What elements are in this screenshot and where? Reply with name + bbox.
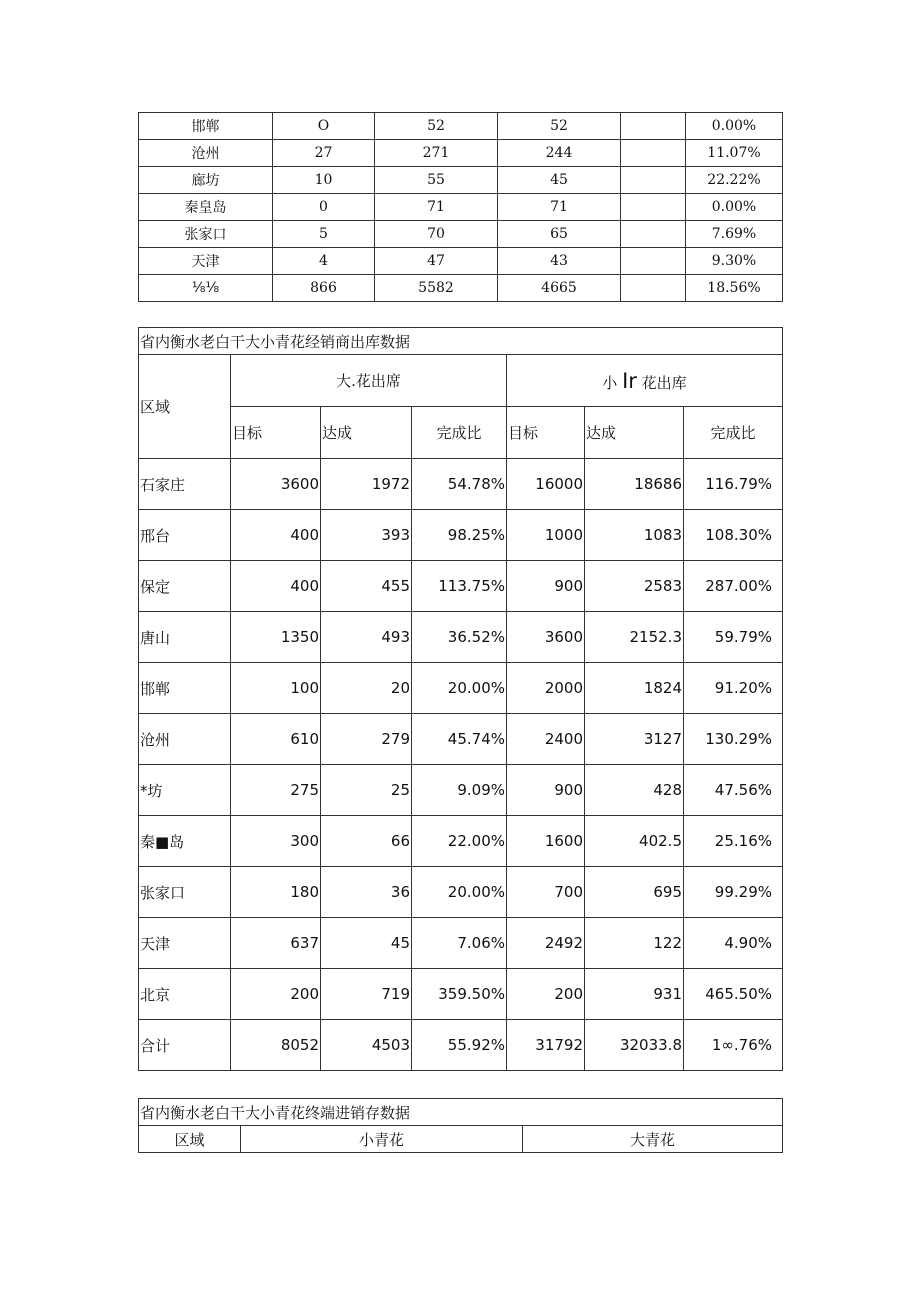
- small-target-cell: 2400: [507, 714, 585, 765]
- big-group-header: 大.花出席: [231, 355, 507, 407]
- region-cell: 邯郸: [139, 663, 231, 714]
- region-cell: 秦■岛: [139, 816, 231, 867]
- table-row: [139, 248, 783, 275]
- small-done-cell: 695: [585, 867, 684, 918]
- small-done-cell: 402.5: [585, 816, 684, 867]
- value-cell: O: [273, 113, 375, 140]
- big-done-cell: 36: [321, 867, 412, 918]
- big-ratio-cell: 20.00%: [412, 663, 507, 714]
- small-ratio-cell: 59.79%: [684, 612, 783, 663]
- value-cell: 71: [498, 194, 621, 221]
- big-done-cell: 4503: [321, 1020, 412, 1071]
- table-row: [139, 140, 783, 167]
- small-done-cell: 1083: [585, 510, 684, 561]
- region-cell: 廊坊: [139, 167, 273, 194]
- value-cell: 7.69%: [686, 221, 783, 248]
- region-cell: ⅛⅛: [139, 275, 273, 302]
- small-target-cell: 2000: [507, 663, 585, 714]
- table-row: [139, 969, 783, 1020]
- big-target-cell: 400: [231, 510, 321, 561]
- table-row: [139, 918, 783, 969]
- big-done-cell: 455: [321, 561, 412, 612]
- big-ratio-cell: 45.74%: [412, 714, 507, 765]
- small-ratio-cell: 465.50%: [684, 969, 783, 1020]
- big-done-cell: 45: [321, 918, 412, 969]
- small-ratio-cell: 108.30%: [684, 510, 783, 561]
- small-done-cell: 2583: [585, 561, 684, 612]
- small-target-cell: 31792: [507, 1020, 585, 1071]
- small-ratio-cell: 25.16%: [684, 816, 783, 867]
- small-target-cell: 1000: [507, 510, 585, 561]
- value-cell: 52: [498, 113, 621, 140]
- region-cell: 沧州: [139, 714, 231, 765]
- value-cell: [621, 113, 686, 140]
- table-row: [139, 167, 783, 194]
- small-done-cell: 428: [585, 765, 684, 816]
- value-cell: 55: [375, 167, 498, 194]
- value-cell: [621, 140, 686, 167]
- value-cell: 18.56%: [686, 275, 783, 302]
- small-ratio-cell: 116.79%: [684, 459, 783, 510]
- big-ratio-cell: 98.25%: [412, 510, 507, 561]
- value-cell: 271: [375, 140, 498, 167]
- big-target-cell: 100: [231, 663, 321, 714]
- value-cell: 0: [273, 194, 375, 221]
- small-ratio-cell: 4.90%: [684, 918, 783, 969]
- value-cell: 4665: [498, 275, 621, 302]
- small-done-cell: 18686: [585, 459, 684, 510]
- distributor-outbound-table: [138, 327, 783, 1071]
- region-cell: 石家庄: [139, 459, 231, 510]
- table-row: [139, 510, 783, 561]
- small-target-cell: 900: [507, 765, 585, 816]
- region-cell: 沧州: [139, 140, 273, 167]
- value-cell: 5582: [375, 275, 498, 302]
- table-row: [139, 816, 783, 867]
- table-title: 省内衡水老白干大小青花经销商出库数据: [139, 328, 783, 355]
- region-cell: 邯郸: [139, 113, 273, 140]
- value-cell: 4: [273, 248, 375, 275]
- region-cell: 合计: [139, 1020, 231, 1071]
- small-group-header: 小 Ir 花出库: [507, 355, 783, 407]
- small-done-cell: 2152.3: [585, 612, 684, 663]
- big-target-cell: 637: [231, 918, 321, 969]
- big-ratio-cell: 22.00%: [412, 816, 507, 867]
- big-target-cell: 3600: [231, 459, 321, 510]
- table-row: [139, 867, 783, 918]
- small-target-cell: 2492: [507, 918, 585, 969]
- big-ratio-cell: 20.00%: [412, 867, 507, 918]
- big-target-cell: 180: [231, 867, 321, 918]
- big-target-cell: 200: [231, 969, 321, 1020]
- value-cell: 52: [375, 113, 498, 140]
- small-ratio-cell: 287.00%: [684, 561, 783, 612]
- value-cell: 47: [375, 248, 498, 275]
- big-done-cell: 20: [321, 663, 412, 714]
- small-done-cell: 122: [585, 918, 684, 969]
- big-done-cell: 66: [321, 816, 412, 867]
- value-cell: 0.00%: [686, 194, 783, 221]
- big-ratio-cell: 7.06%: [412, 918, 507, 969]
- table-row: [139, 561, 783, 612]
- small-ratio-header: 完成比: [684, 407, 783, 459]
- small-target-cell: 200: [507, 969, 585, 1020]
- big-header: 大青花: [523, 1126, 783, 1153]
- value-cell: [621, 248, 686, 275]
- value-cell: 10: [273, 167, 375, 194]
- region-header: 区域: [139, 355, 231, 459]
- table-row: [139, 612, 783, 663]
- small-ratio-cell: 47.56%: [684, 765, 783, 816]
- value-cell: 0.00%: [686, 113, 783, 140]
- small-done-header: 达成: [585, 407, 684, 459]
- value-cell: 65: [498, 221, 621, 248]
- table-row: [139, 194, 783, 221]
- region-cell: 天津: [139, 248, 273, 275]
- value-cell: 866: [273, 275, 375, 302]
- table-row: [139, 113, 783, 140]
- region-header: 区域: [139, 1126, 241, 1153]
- big-ratio-cell: 36.52%: [412, 612, 507, 663]
- big-target-header: 目标: [231, 407, 321, 459]
- small-target-cell: 900: [507, 561, 585, 612]
- table-title: 省内衡水老白干大小青花终端进销存数据: [139, 1099, 783, 1126]
- region-cell: 北京: [139, 969, 231, 1020]
- small-done-cell: 32033.8: [585, 1020, 684, 1071]
- value-cell: [621, 167, 686, 194]
- region-cell: 张家口: [139, 867, 231, 918]
- region-cell: 邢台: [139, 510, 231, 561]
- value-cell: [621, 221, 686, 248]
- big-done-cell: 719: [321, 969, 412, 1020]
- small-done-cell: 931: [585, 969, 684, 1020]
- value-cell: [621, 275, 686, 302]
- big-target-cell: 275: [231, 765, 321, 816]
- big-ratio-cell: 359.50%: [412, 969, 507, 1020]
- value-cell: 11.07%: [686, 140, 783, 167]
- value-cell: 9.30%: [686, 248, 783, 275]
- small-ratio-cell: 91.20%: [684, 663, 783, 714]
- big-done-cell: 393: [321, 510, 412, 561]
- small-done-cell: 3127: [585, 714, 684, 765]
- big-done-cell: 279: [321, 714, 412, 765]
- big-ratio-cell: 113.75%: [412, 561, 507, 612]
- small-header: 小青花: [241, 1126, 523, 1153]
- region-cell: *坊: [139, 765, 231, 816]
- value-cell: 43: [498, 248, 621, 275]
- small-ratio-cell: 130.29%: [684, 714, 783, 765]
- value-cell: 22.22%: [686, 167, 783, 194]
- big-target-cell: 1350: [231, 612, 321, 663]
- big-ratio-cell: 55.92%: [412, 1020, 507, 1071]
- big-target-cell: 8052: [231, 1020, 321, 1071]
- big-done-header: 达成: [321, 407, 412, 459]
- small-ratio-cell: 1∞.76%: [684, 1020, 783, 1071]
- region-cell: 天津: [139, 918, 231, 969]
- table-row: [139, 459, 783, 510]
- big-target-cell: 300: [231, 816, 321, 867]
- small-target-cell: 16000: [507, 459, 585, 510]
- big-target-cell: 610: [231, 714, 321, 765]
- terminal-inventory-table: [138, 1098, 783, 1153]
- table-row: [139, 663, 783, 714]
- small-target-cell: 3600: [507, 612, 585, 663]
- value-cell: 244: [498, 140, 621, 167]
- region-cell: 保定: [139, 561, 231, 612]
- small-ratio-cell: 99.29%: [684, 867, 783, 918]
- summary-continuation-table: [138, 112, 783, 302]
- value-cell: 27: [273, 140, 375, 167]
- table-row: [139, 221, 783, 248]
- value-cell: [621, 194, 686, 221]
- big-done-cell: 1972: [321, 459, 412, 510]
- region-cell: 秦皇岛: [139, 194, 273, 221]
- value-cell: 71: [375, 194, 498, 221]
- big-target-cell: 400: [231, 561, 321, 612]
- small-target-cell: 700: [507, 867, 585, 918]
- big-done-cell: 25: [321, 765, 412, 816]
- table-row: [139, 275, 783, 302]
- value-cell: 45: [498, 167, 621, 194]
- big-ratio-cell: 9.09%: [412, 765, 507, 816]
- region-cell: 唐山: [139, 612, 231, 663]
- value-cell: 5: [273, 221, 375, 248]
- table-row: [139, 714, 783, 765]
- small-target-header: 目标: [507, 407, 585, 459]
- small-target-cell: 1600: [507, 816, 585, 867]
- big-ratio-cell: 54.78%: [412, 459, 507, 510]
- table-row: [139, 765, 783, 816]
- small-done-cell: 1824: [585, 663, 684, 714]
- table-row: [139, 1020, 783, 1071]
- region-cell: 张家口: [139, 221, 273, 248]
- big-done-cell: 493: [321, 612, 412, 663]
- value-cell: 70: [375, 221, 498, 248]
- big-ratio-header: 完成比: [412, 407, 507, 459]
